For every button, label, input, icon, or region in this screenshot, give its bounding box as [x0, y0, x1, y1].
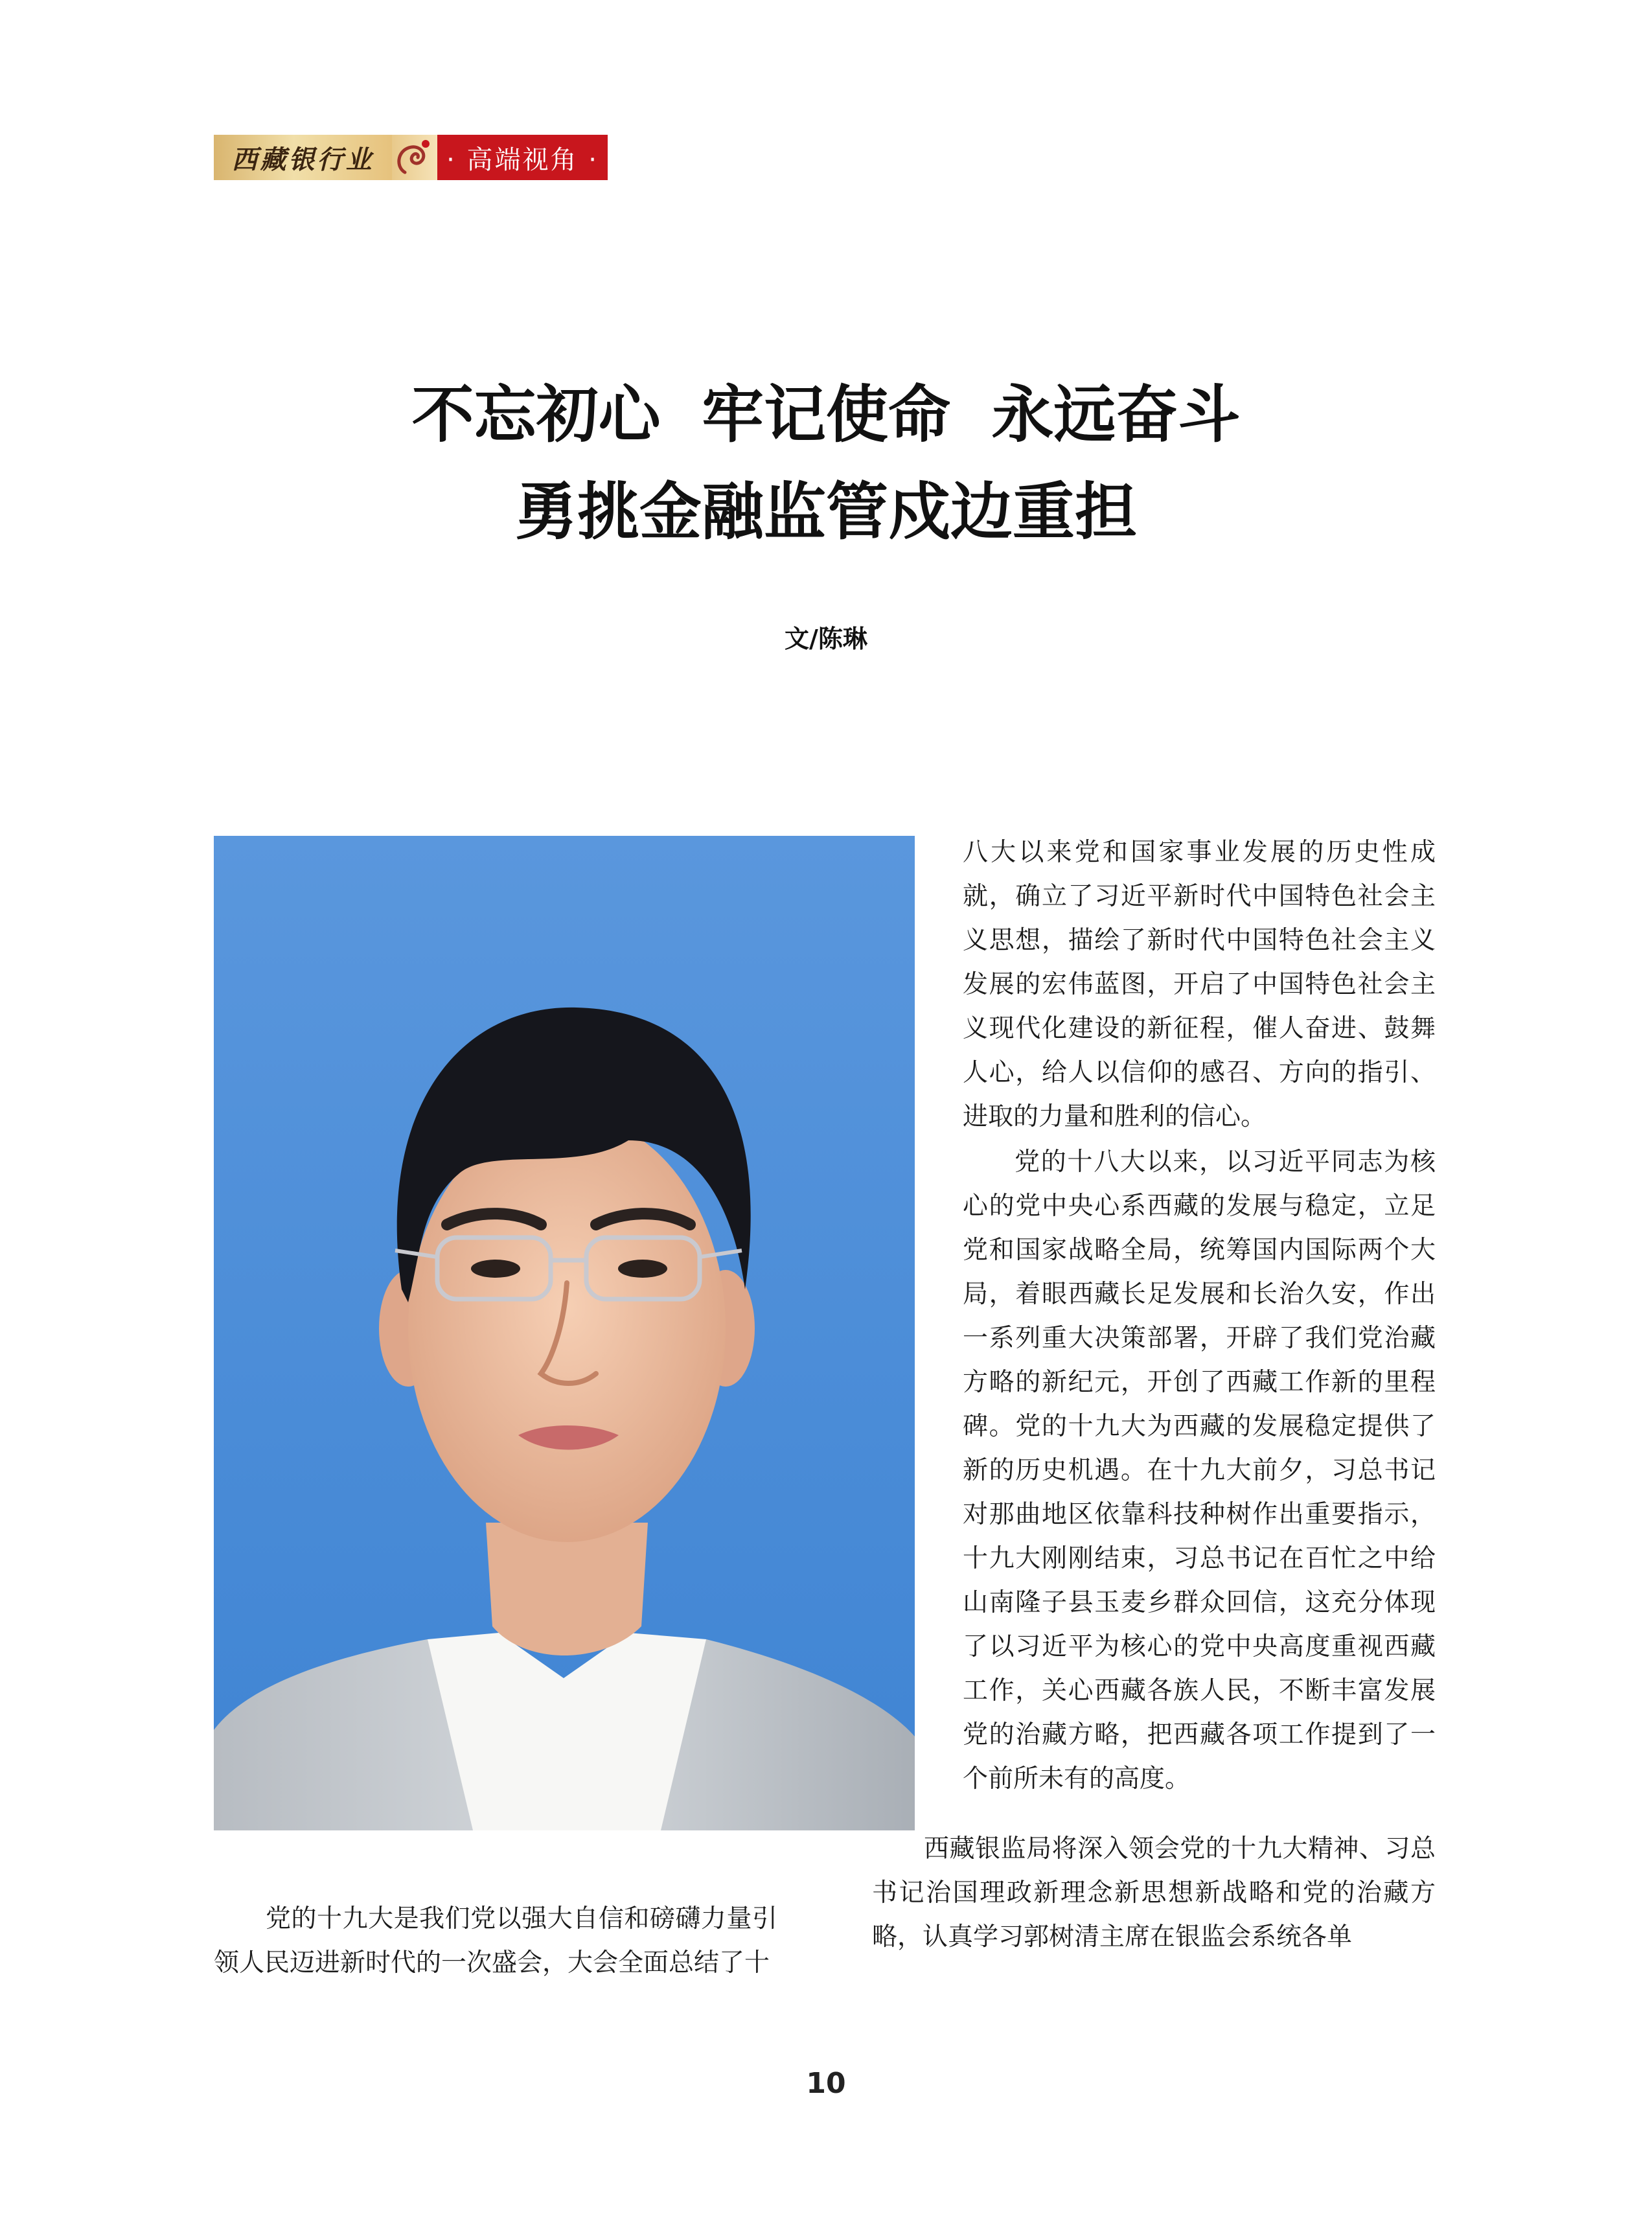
article-byline: 文/陈琳	[785, 625, 867, 653]
article-paragraph: 党的十九大是我们党以强大自信和磅礴力量引领人民迈进新时代的一次盛会，大会全面总结了十	[214, 1904, 777, 1977]
section-label: · 高端视角 ·	[437, 135, 608, 180]
swirl-ornament-icon	[392, 135, 437, 180]
article-title-line-2: 勇挑金融监管戍边重担	[515, 475, 1137, 548]
author-portrait-photo	[214, 836, 915, 1830]
article-paragraph: 党的十八大以来，以习近平同志为核心的党中央心系西藏的发展与稳定，立足党和国家战略全局，统筹国内国际两个大局，着眼西藏长足发展和长治久安，作出一系列重大决策部署，开辟了我们党治藏方略的新纪元，开创了西藏工作新的里程碑。党的十九大为西藏的发展稳定提供了新的历史机遇。在十九大前夕，习总书记对那曲地区依靠科技种树作出重要指示，十九大刚刚结束，习总书记在百忙之中给山南隆子县玉麦乡群众回信，这充分体现了以习近平为核心的党中央高度重视西藏工作，关心西藏各族人民，不断丰富发展党的治藏方略，把西藏各项工作提到了一个前所未有的高度。	[963, 1147, 1436, 1793]
section-brand: 西藏银行业	[214, 135, 392, 180]
page-number: 10	[806, 2067, 846, 2100]
article-title-line-1: 不忘初心 牢记使命 永远奋斗	[411, 378, 1241, 451]
article-paragraph: 八大以来党和国家事业发展的历史性成就，确立了习近平新时代中国特色社会主义思想，描绘了新时代中国特色社会主义发展的宏伟蓝图，开启了中国特色社会主义现代化建设的新征程，催人奋进、鼓舞人心，给人以信仰的感召、方向的指引、进取的力量和胜利的信心。	[963, 838, 1436, 1131]
article-paragraph: 西藏银监局将深入领会党的十九大精神、习总书记治国理政新理念新思想新战略和党的治藏方略，认真学习郭树清主席在银监会系统各单	[872, 1834, 1436, 1952]
section-header-badge	[214, 135, 608, 180]
